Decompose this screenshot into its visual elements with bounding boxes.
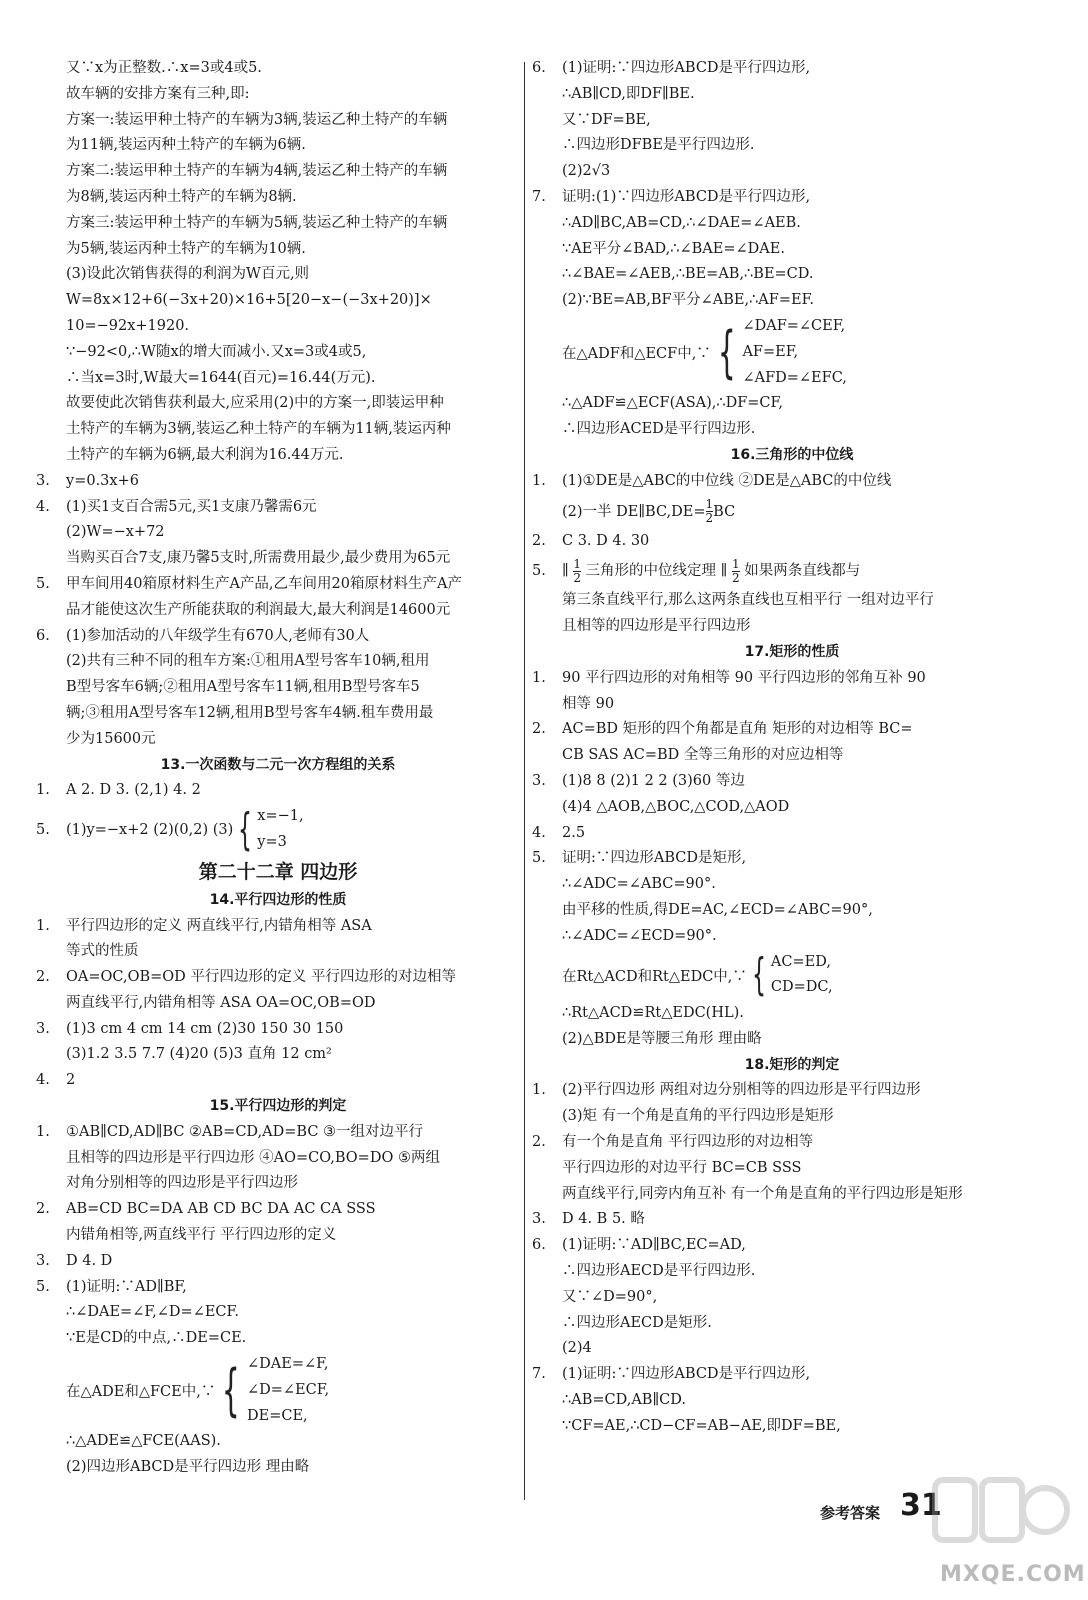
answer-text: ①AB∥CD,AD∥BC ②AB=CD,AD=BC ③一组对边平行 xyxy=(66,1123,424,1140)
answer-line: ∴四边形ACED是平行四边形. xyxy=(562,421,756,438)
answer-text: AC=BD 矩形的四个角都是直角 矩形的对边相等 BC= xyxy=(562,721,913,738)
watermark-text: MXQE.COM xyxy=(940,1562,1086,1587)
answer-line: ∴∠DAE=∠F,∠D=∠ECF. xyxy=(66,1304,239,1321)
answer-line xyxy=(36,495,520,521)
brace-lead-text: 在△ADE和△FCE中,∵ xyxy=(66,1384,216,1401)
answer-line xyxy=(532,666,1052,692)
answer-text: ∥ xyxy=(562,563,574,580)
answer-line xyxy=(532,1233,1052,1259)
watermark-logo-icon xyxy=(930,1470,1070,1560)
answer-line: 当购买百合7支,康乃馨5支时,所需费用最少,最少费用为65元 xyxy=(66,550,451,567)
answer-line: ∴AB=CD,AB∥CD. xyxy=(562,1392,686,1409)
answer-line: 且相等的四边形是平行四边形 ④AO=CO,BO=DO ⑤两组 xyxy=(66,1149,440,1166)
answer-line xyxy=(532,56,1052,82)
question-number: 3. xyxy=(36,472,50,489)
brace-line: y=3 xyxy=(257,833,287,850)
answer-text: BC xyxy=(713,503,736,520)
answer-line: 相等 90 xyxy=(562,695,615,712)
answer-line: (2)W=−x+72 xyxy=(66,524,165,541)
answer-text: (1)3 cm 4 cm 14 cm (2)30 150 30 150 xyxy=(66,1020,344,1037)
footer-label: 参考答案 xyxy=(820,1504,881,1522)
answer-line: 对角分别相等的四边形是平行四边形 xyxy=(66,1175,298,1192)
answer-line: ∴△ADE≌△FCE(AAS). xyxy=(66,1433,221,1450)
answer-text: 平行四边形的定义 两直线平行,内错角相等 ASA xyxy=(66,917,372,934)
answer-text: (1)买1支百合需5元,买1支康乃馨需6元 xyxy=(66,498,317,515)
fraction-numerator: 1 xyxy=(731,556,740,571)
answer-line xyxy=(532,554,1052,588)
answer-text: OA=OC,OB=OD 平行四边形的定义 平行四边形的对边相等 xyxy=(66,969,457,986)
answer-text: (1)证明:∵AD∥BC,EC=AD, xyxy=(562,1237,746,1254)
question-number: 2. xyxy=(36,969,50,986)
answer-line xyxy=(36,1068,520,1094)
answer-text: D 4. B 5. 略 xyxy=(562,1211,645,1228)
answer-text: (1)8 8 (2)1 2 2 (3)60 等边 xyxy=(562,772,745,789)
answer-line: 辆;③租用A型号客车12辆,租用B型号客车4辆.租车费用最 xyxy=(66,704,434,721)
page-number: 31 xyxy=(900,1488,942,1523)
answer-text: (1)参加活动的八年级学生有670人,老师有30人 xyxy=(66,627,370,644)
section-heading: 18.矩形的判定 xyxy=(744,1056,840,1073)
brace-system xyxy=(532,950,1052,1002)
answer-line: ∵−92<0,∴W随x的增大而减小.又x=3或4或5, xyxy=(66,343,367,360)
answer-text: 90 平行四边形的对角相等 90 平行四边形的邻角互补 90 xyxy=(562,669,926,686)
answer-line: ∴四边形AECD是平行四边形. xyxy=(562,1263,756,1280)
answer-line xyxy=(532,821,1052,847)
brace-line: x=−1, xyxy=(257,808,304,825)
answer-line xyxy=(532,1362,1052,1388)
question-number: 7. xyxy=(532,188,546,205)
answer-line xyxy=(532,1130,1052,1156)
question-number: 5. xyxy=(532,850,546,867)
answer-text: D 4. D xyxy=(66,1252,113,1269)
answer-line: ∴∠ADC=∠ABC=90°. xyxy=(562,876,716,893)
answer-line xyxy=(36,1017,520,1043)
brace-system xyxy=(532,314,1052,391)
question-number: 6. xyxy=(532,1237,546,1254)
answer-line: (2)2√3 xyxy=(562,163,611,180)
answer-line xyxy=(36,1275,520,1301)
answer-line: 两直线平行,同旁内角互补 有一个角是直角的平行四边形是矩形 xyxy=(562,1185,963,1202)
answer-line xyxy=(532,717,1052,743)
answer-line: ∴∠ADC=∠ECD=90°. xyxy=(562,927,717,944)
brace-symbol: { xyxy=(222,1357,241,1423)
answer-line: 内错角相等,两直线平行 平行四边形的定义 xyxy=(66,1227,337,1244)
question-number: 1. xyxy=(36,782,50,799)
answer-text: 证明:∵四边形ABCD是矩形, xyxy=(562,850,747,867)
answer-text: 证明:(1)∵四边形ABCD是平行四边形, xyxy=(562,188,811,205)
answer-text: (1)证明:∵四边形ABCD是平行四边形, xyxy=(562,60,811,76)
answer-text: (1)证明:∵四边形ABCD是平行四边形, xyxy=(562,1366,811,1383)
answer-text: (2)一半 DE∥BC,DE= xyxy=(562,503,706,520)
answer-line xyxy=(532,1078,1052,1104)
answer-line: W=8x×12+6(−3x+20)×16+5[20−x−(−3x+20)]× xyxy=(66,292,432,309)
question-number: 2. xyxy=(532,532,546,549)
brace-stack xyxy=(257,804,303,856)
brace-system xyxy=(36,804,520,856)
answer-text: 三角形的中位线定理 ∥ xyxy=(580,563,732,580)
answer-line: 等式的性质 xyxy=(66,943,139,960)
answer-line: (2)共有三种不同的租车方案:①租用A型号客车10辆,租用 xyxy=(66,653,430,670)
fraction-numerator: 1 xyxy=(573,556,581,571)
answer-line: 又∵x为正整数.∴x=3或4或5. xyxy=(66,60,262,76)
question-number: 2. xyxy=(532,721,546,738)
answer-line: CB SAS AC=BD 全等三角形的对应边相等 xyxy=(562,747,844,764)
answer-text: 有一个角是直角 平行四边形的对边相等 xyxy=(562,1134,814,1151)
answer-line xyxy=(532,495,1052,529)
question-number: 7. xyxy=(532,1366,546,1383)
brace-stack xyxy=(771,950,833,1002)
answer-line: 土特产的车辆为3辆,装运乙种土特产的车辆为11辆,装运丙种 xyxy=(66,421,451,438)
answer-text: A 2. D 3. (2,1) 4. 2 xyxy=(66,782,201,799)
answer-line: ∵CF=AE,∴CD−CF=AB−AE,即DF=BE, xyxy=(562,1417,841,1434)
answer-line: 方案三:装运甲种土特产的车辆为5辆,装运乙种土特产的车辆 xyxy=(66,214,448,231)
answer-line: 少为15600元 xyxy=(66,730,156,747)
answer-line: 故车辆的安排方案有三种,即: xyxy=(66,85,250,102)
brace-stack xyxy=(742,314,846,391)
brace-lead-text: (1)y=−x+2 (2)(0,2) (3) xyxy=(66,821,234,838)
section-heading: 17.矩形的性质 xyxy=(744,643,840,660)
answer-line: (2)四边形ABCD是平行四边形 理由略 xyxy=(66,1459,310,1476)
answer-line: 第三条直线平行,那么这两条直线也互相平行 一组对边平行 xyxy=(562,592,934,609)
answer-line: ∵E是CD的中点,∴DE=CE. xyxy=(66,1330,247,1347)
brace-symbol: { xyxy=(751,949,766,1001)
answer-text: 2.5 xyxy=(562,824,586,841)
answer-line: 品才能使这次生产所能获取的利润最大,最大利润是14600元 xyxy=(66,601,451,618)
brace-stack xyxy=(247,1352,329,1429)
question-number: 3. xyxy=(532,1211,546,1228)
section-heading: 13.一次函数与二元一次方程组的关系 xyxy=(160,756,396,773)
brace-line: ∠DAF=∠CEF, xyxy=(742,317,846,334)
section-heading: 15.平行四边形的判定 xyxy=(209,1098,347,1115)
answer-line xyxy=(532,529,1052,555)
brace-line: AC=ED, xyxy=(770,953,831,970)
fraction xyxy=(732,558,740,585)
answer-line xyxy=(36,624,520,650)
question-number: 3. xyxy=(36,1020,50,1037)
brace-line: ∠AFD=∠EFC, xyxy=(742,369,847,386)
answer-line: 两直线平行,内错角相等 ASA OA=OC,OB=OD xyxy=(66,994,376,1011)
question-number: 6. xyxy=(36,627,50,644)
answer-line: ∴四边形AECD是矩形. xyxy=(562,1314,712,1331)
question-number: 3. xyxy=(532,772,546,789)
question-number: 1. xyxy=(36,917,50,934)
answer-line: (2)4 xyxy=(562,1340,592,1357)
question-number: 1. xyxy=(36,1123,50,1140)
answer-line xyxy=(36,1120,520,1146)
answer-text: (2)平行四边形 两组对边分别相等的四边形是平行四边形 xyxy=(562,1082,921,1099)
answer-line: 为8辆,装运丙种土特产的车辆为8辆. xyxy=(66,188,297,205)
answer-line: 为11辆,装运丙种土特产的车辆为6辆. xyxy=(66,137,306,154)
answer-line xyxy=(36,1249,520,1275)
question-number: 5. xyxy=(36,821,50,838)
brace-line: AF=EF, xyxy=(742,343,799,360)
answer-line: 土特产的车辆为6辆,最大利润为16.44万元. xyxy=(66,446,344,463)
answer-line: (3)设此次销售获得的利润为W百元,则 xyxy=(66,266,310,283)
answer-line: ∴AB∥CD,即DF∥BE. xyxy=(562,85,695,102)
answer-line: B型号客车6辆;②租用A型号客车11辆,租用B型号客车5 xyxy=(66,679,420,696)
question-number: 5. xyxy=(36,1278,50,1295)
answer-text: AB=CD BC=DA AB CD BC DA AC CA SSS xyxy=(66,1201,376,1218)
column-divider xyxy=(524,62,525,1500)
answer-text: y=0.3x+6 xyxy=(66,472,139,489)
answer-line xyxy=(36,1197,520,1223)
answer-line: (3)1.2 3.5 7.7 (4)20 (5)3 直角 12 cm² xyxy=(66,1046,332,1063)
answer-line: 且相等的四边形是平行四边形 xyxy=(562,618,751,635)
question-number: 5. xyxy=(36,575,50,592)
question-number: 4. xyxy=(36,498,50,515)
question-number: 4. xyxy=(532,824,546,841)
section-heading: 14.平行四边形的性质 xyxy=(209,891,347,908)
question-number: 5. xyxy=(532,563,546,580)
fraction-denominator: 2 xyxy=(731,570,740,585)
right-column xyxy=(532,56,1052,1440)
answer-line: 方案一:装运甲种土特产的车辆为3辆,装运乙种土特产的车辆 xyxy=(66,111,448,128)
answer-line xyxy=(532,469,1052,495)
question-number: 2. xyxy=(36,1201,50,1218)
brace-system xyxy=(36,1352,520,1429)
brace-symbol: { xyxy=(238,803,253,855)
answer-line: ∴AD∥BC,AB=CD,∴∠DAE=∠AEB. xyxy=(562,214,801,231)
left-column xyxy=(36,56,520,1481)
chapter-heading: 第二十二章 四边形 xyxy=(198,860,358,883)
answer-line: 平行四边形的对边平行 BC=CB SSS xyxy=(562,1159,802,1176)
answer-text: C 3. D 4. 30 xyxy=(562,532,650,549)
answer-line xyxy=(36,965,520,991)
brace-line: DE=CE, xyxy=(246,1407,308,1424)
fraction-denominator: 2 xyxy=(573,570,581,585)
question-number: 2. xyxy=(532,1134,546,1151)
question-number: 6. xyxy=(532,60,546,76)
answer-line: ∴∠BAE=∠AEB,∴BE=AB,∴BE=CD. xyxy=(562,266,814,283)
answer-line: 方案二:装运甲种土特产的车辆为4辆,装运乙种土特产的车辆 xyxy=(66,163,448,180)
brace-lead-text: 在Rt△ACD和Rt△EDC中,∵ xyxy=(562,968,747,985)
section-heading: 16.三角形的中位线 xyxy=(730,446,854,463)
answer-text: (1)①DE是△ABC的中位线 ②DE是△ABC的中位线 xyxy=(562,472,892,489)
answer-line: (2)∵BE=AB,BF平分∠ABE,∴AF=EF. xyxy=(562,292,814,309)
answer-line: 10=−92x+1920. xyxy=(66,317,190,334)
brace-line: ∠D=∠ECF, xyxy=(246,1381,330,1398)
answer-text: 2 xyxy=(66,1072,76,1089)
answer-line: 由平移的性质,得DE=AC,∠ECD=∠ABC=90°, xyxy=(562,901,873,918)
answer-line xyxy=(532,185,1052,211)
fraction xyxy=(573,558,581,585)
question-number: 1. xyxy=(532,669,546,686)
answer-text: 甲车间用40箱原材料生产A产品,乙车间用20箱原材料生产A产 xyxy=(66,575,462,592)
answer-line xyxy=(36,572,520,598)
answer-line xyxy=(532,1207,1052,1233)
fraction-numerator: 1 xyxy=(705,497,714,512)
brace-line: CD=DC, xyxy=(770,979,833,996)
brace-line: ∠DAE=∠F, xyxy=(246,1356,329,1373)
answer-line xyxy=(36,778,520,804)
answer-line: ∴四边形DFBE是平行四边形. xyxy=(562,137,755,154)
answer-line xyxy=(532,846,1052,872)
answer-line xyxy=(532,769,1052,795)
answer-line: 为5辆,装运丙种土特产的车辆为10辆. xyxy=(66,240,306,257)
answer-line xyxy=(36,469,520,495)
answer-line: ∴△ADF≌△ECF(ASA),∴DF=CF, xyxy=(562,395,783,412)
answer-line: (2)△BDE是等腰三角形 理由略 xyxy=(562,1030,762,1047)
answer-line: (4)4 △AOB,△BOC,△COD,△AOD xyxy=(562,798,790,815)
question-number: 1. xyxy=(532,472,546,489)
answer-line: 又∵DF=BE, xyxy=(562,111,651,128)
answer-text: (1)证明:∵AD∥BF, xyxy=(66,1278,187,1295)
brace-lead-text: 在△ADF和△ECF中,∵ xyxy=(562,346,711,363)
fraction-denominator: 2 xyxy=(705,511,714,526)
answer-line: 故要使此次销售获利最大,应采用(2)中的方案一,即装运甲种 xyxy=(66,395,444,412)
answer-line: 又∵∠D=90°, xyxy=(562,1288,658,1305)
question-number: 1. xyxy=(532,1082,546,1099)
brace-symbol: { xyxy=(717,319,736,385)
answer-line: ∴当x=3时,W最大=1644(百元)=16.44(万元). xyxy=(66,369,376,386)
answer-line: (3)矩 有一个角是直角的平行四边形是矩形 xyxy=(562,1108,834,1125)
answer-line xyxy=(36,914,520,940)
answer-line: ∵AE平分∠BAD,∴∠BAE=∠DAE. xyxy=(562,240,785,257)
question-number: 3. xyxy=(36,1252,50,1269)
answer-text: 如果两条直线都与 xyxy=(739,563,861,580)
question-number: 4. xyxy=(36,1072,50,1089)
answer-line: ∴Rt△ACD≌Rt△EDC(HL). xyxy=(562,1005,744,1022)
